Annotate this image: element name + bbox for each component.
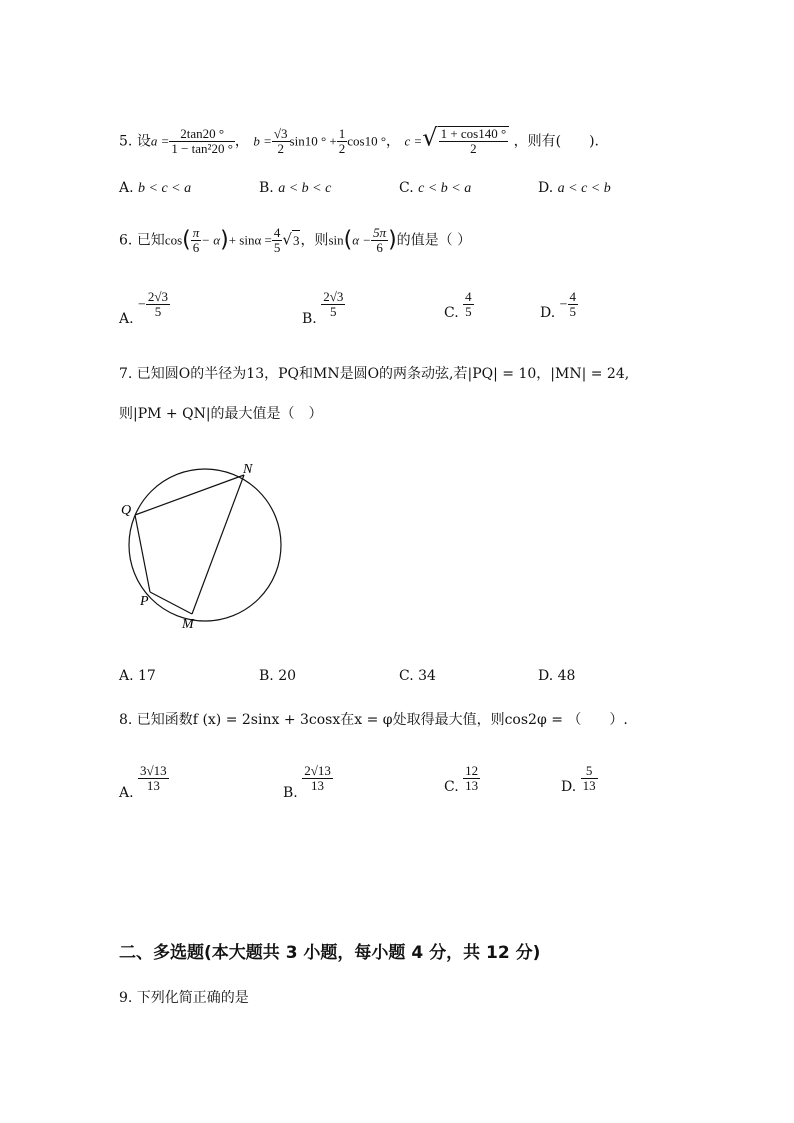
q5-c-numerator: 1 + cos140 ° [440,126,507,141]
q8-option-d [561,764,598,793]
circle-diagram [115,460,315,640]
q5-a-denominator: 1 − tan²20 ° [171,141,233,156]
label-n: N [243,462,253,477]
q5-number: 5. [119,133,133,150]
option-label: C. [444,304,459,321]
q6-plus-sin: + sinα = [228,232,272,248]
option-sign: − [559,297,568,313]
option-num: 4 [569,289,577,304]
option-fraction [581,764,598,793]
q6-sin: sin [328,232,344,248]
label-p: P [140,594,149,609]
option-text: 20 [278,668,297,684]
option-text: a < c < b [557,181,611,196]
option-den: 5 [465,304,472,319]
q6-minus-alpha: − α [201,232,221,248]
right-paren-icon: ) [388,227,397,253]
radical-sign-icon: √ [422,123,438,152]
q6-sqrt3: 3 [292,230,301,251]
option-label: B. [283,784,298,801]
q6-pi6-den: 6 [192,240,200,255]
option-num: 12 [465,763,479,778]
q5-option-d [538,178,611,199]
q5-b-sin: sin10 ° + [289,133,337,149]
q6-stem [119,226,471,255]
q7-option-d [538,666,575,686]
q5-a-numerator: 2tan20 ° [169,127,235,142]
q7-option-b [259,666,296,686]
q5-stem: 5. 设a = $\frac{2\tan 20 ^\circ}{\text{1 − tan²20 °}}$ ， b = $\frac{√3}{2}$ sin10 ° + $\frac{1}{2}$ cos10 °， c =√ $\frac{1 + \cos 140 ^\circ}{2}$ ，则有( ). [119,123,599,156]
q5-option-c [399,178,471,199]
option-num: 4 [465,289,472,304]
q5-c-lhs: c = [404,133,423,149]
q6-f45-num: 4 [273,225,281,240]
option-label: C. [399,668,414,684]
q6-f45-den: 5 [273,240,281,255]
q7-option-a [119,666,156,686]
option-num: 3√13 [140,763,167,778]
option-den: 5 [154,304,162,319]
q5-b-half-den: 2 [338,141,346,156]
q5-b-half [337,127,348,156]
q6-prefix: 已知 [136,232,165,249]
option-den: 5 [330,304,337,319]
q5-b-sqrt-fraction [272,127,290,156]
q6-5pi6-den: 6 [376,240,383,255]
option-sign: − [138,297,146,313]
option-label: A. [119,310,134,327]
q5-a-fraction [169,127,235,156]
option-label: D. [540,304,556,321]
option-label: D. [561,778,577,795]
q5-option-a [119,178,191,199]
q8-option-b [283,763,333,801]
right-paren-icon: ) [220,227,229,253]
label-m: M [182,617,194,632]
q7-line1: 7. 已知圆O的半径为13，PQ和MN是圆O的两条动弦,若|PQ| = 10，|MN| = 24, [119,366,630,382]
q6-cos: cos [164,232,183,248]
option-label: B. [259,668,274,684]
q6-pi6-num: π [192,225,200,240]
radical-sign-icon: √ [282,230,292,249]
section-heading: 二、多选题(本大题共 3 小题，每小题 4 分，共 12 分) [119,943,541,963]
option-num: 5 [581,764,598,779]
option-label: A. [119,180,134,196]
option-num: 2√3 [323,289,344,304]
option-label: A. [119,668,134,684]
q5-set-word: 设 [136,133,151,150]
q6-5pi6-num: 5π [373,225,387,240]
q9-stem: 9. 下列化简正确的是 [119,990,249,1006]
option-fraction [302,764,333,793]
option-text: 48 [557,668,576,684]
option-text: b < c < a [138,181,192,196]
option-label: A. [119,784,134,801]
q5-a-lhs: a = [150,133,170,149]
option-label: C. [444,778,459,795]
option-label: B. [259,180,274,196]
q5-tail: ，则有( ). [513,133,599,150]
q5-c-radicand [438,126,510,156]
q7-line2: 则|PM + QN|的最大值是（ ） [119,406,323,422]
left-paren-icon: ( [343,227,353,253]
q6-tail: 的值是（ ） [396,232,472,249]
q5-option-b [259,178,331,199]
q6-pi6-fraction [191,226,202,255]
q6-option-c [444,290,474,319]
q6-option-a [119,289,170,327]
option-text: 34 [418,668,436,684]
option-den: 13 [582,778,596,793]
chord-nm [192,475,244,614]
option-den: 13 [465,778,479,793]
q6-5pi6-fraction [371,226,388,255]
q7-option-c [399,666,436,686]
circle-o [129,469,281,621]
option-label: D. [538,180,554,196]
option-fraction [568,290,579,319]
option-num: 2√13 [304,763,331,778]
q8-option-c [444,764,480,793]
option-fraction [321,290,345,319]
option-label: B. [302,310,317,327]
option-label: D. [538,668,554,684]
chord-qn [135,475,244,515]
q6-number: 6. [119,232,133,249]
option-fraction [463,290,474,319]
q5-c-denominator: 2 [470,141,477,156]
option-text: 17 [138,668,156,684]
q6-then: ，则 [300,232,329,249]
option-label: C. [399,180,414,196]
q6-option-d [540,290,578,319]
q5-b-frac-num: √3 [273,126,288,141]
q5-b-cos: cos10 ° [347,133,387,149]
option-text: a < b < c [278,181,332,196]
q8-option-a [119,763,169,801]
option-fraction [146,290,170,319]
option-den: 5 [569,304,577,319]
q6-option-b [302,289,345,327]
option-fraction [138,764,169,793]
q5-b-frac-den: 2 [277,141,284,156]
option-text: c < b < a [418,181,472,196]
left-paren-icon: ( [182,227,191,253]
q5-b-half-num: 1 [338,126,346,141]
option-num: 2√3 [147,289,169,304]
option-fraction [463,764,480,793]
option-den: 13 [146,778,160,793]
q5-b-lhs: b = [253,133,272,149]
option-den: 13 [311,778,325,793]
label-q: Q [121,503,132,518]
q8-stem: 8. 已知函数f (x) = 2sinx + 3cosx在x = φ处取得最大值，则cos2φ = （ ）. [119,712,628,728]
q6-alpha-minus: α − [352,232,372,248]
q6-four-fifths [272,226,283,255]
